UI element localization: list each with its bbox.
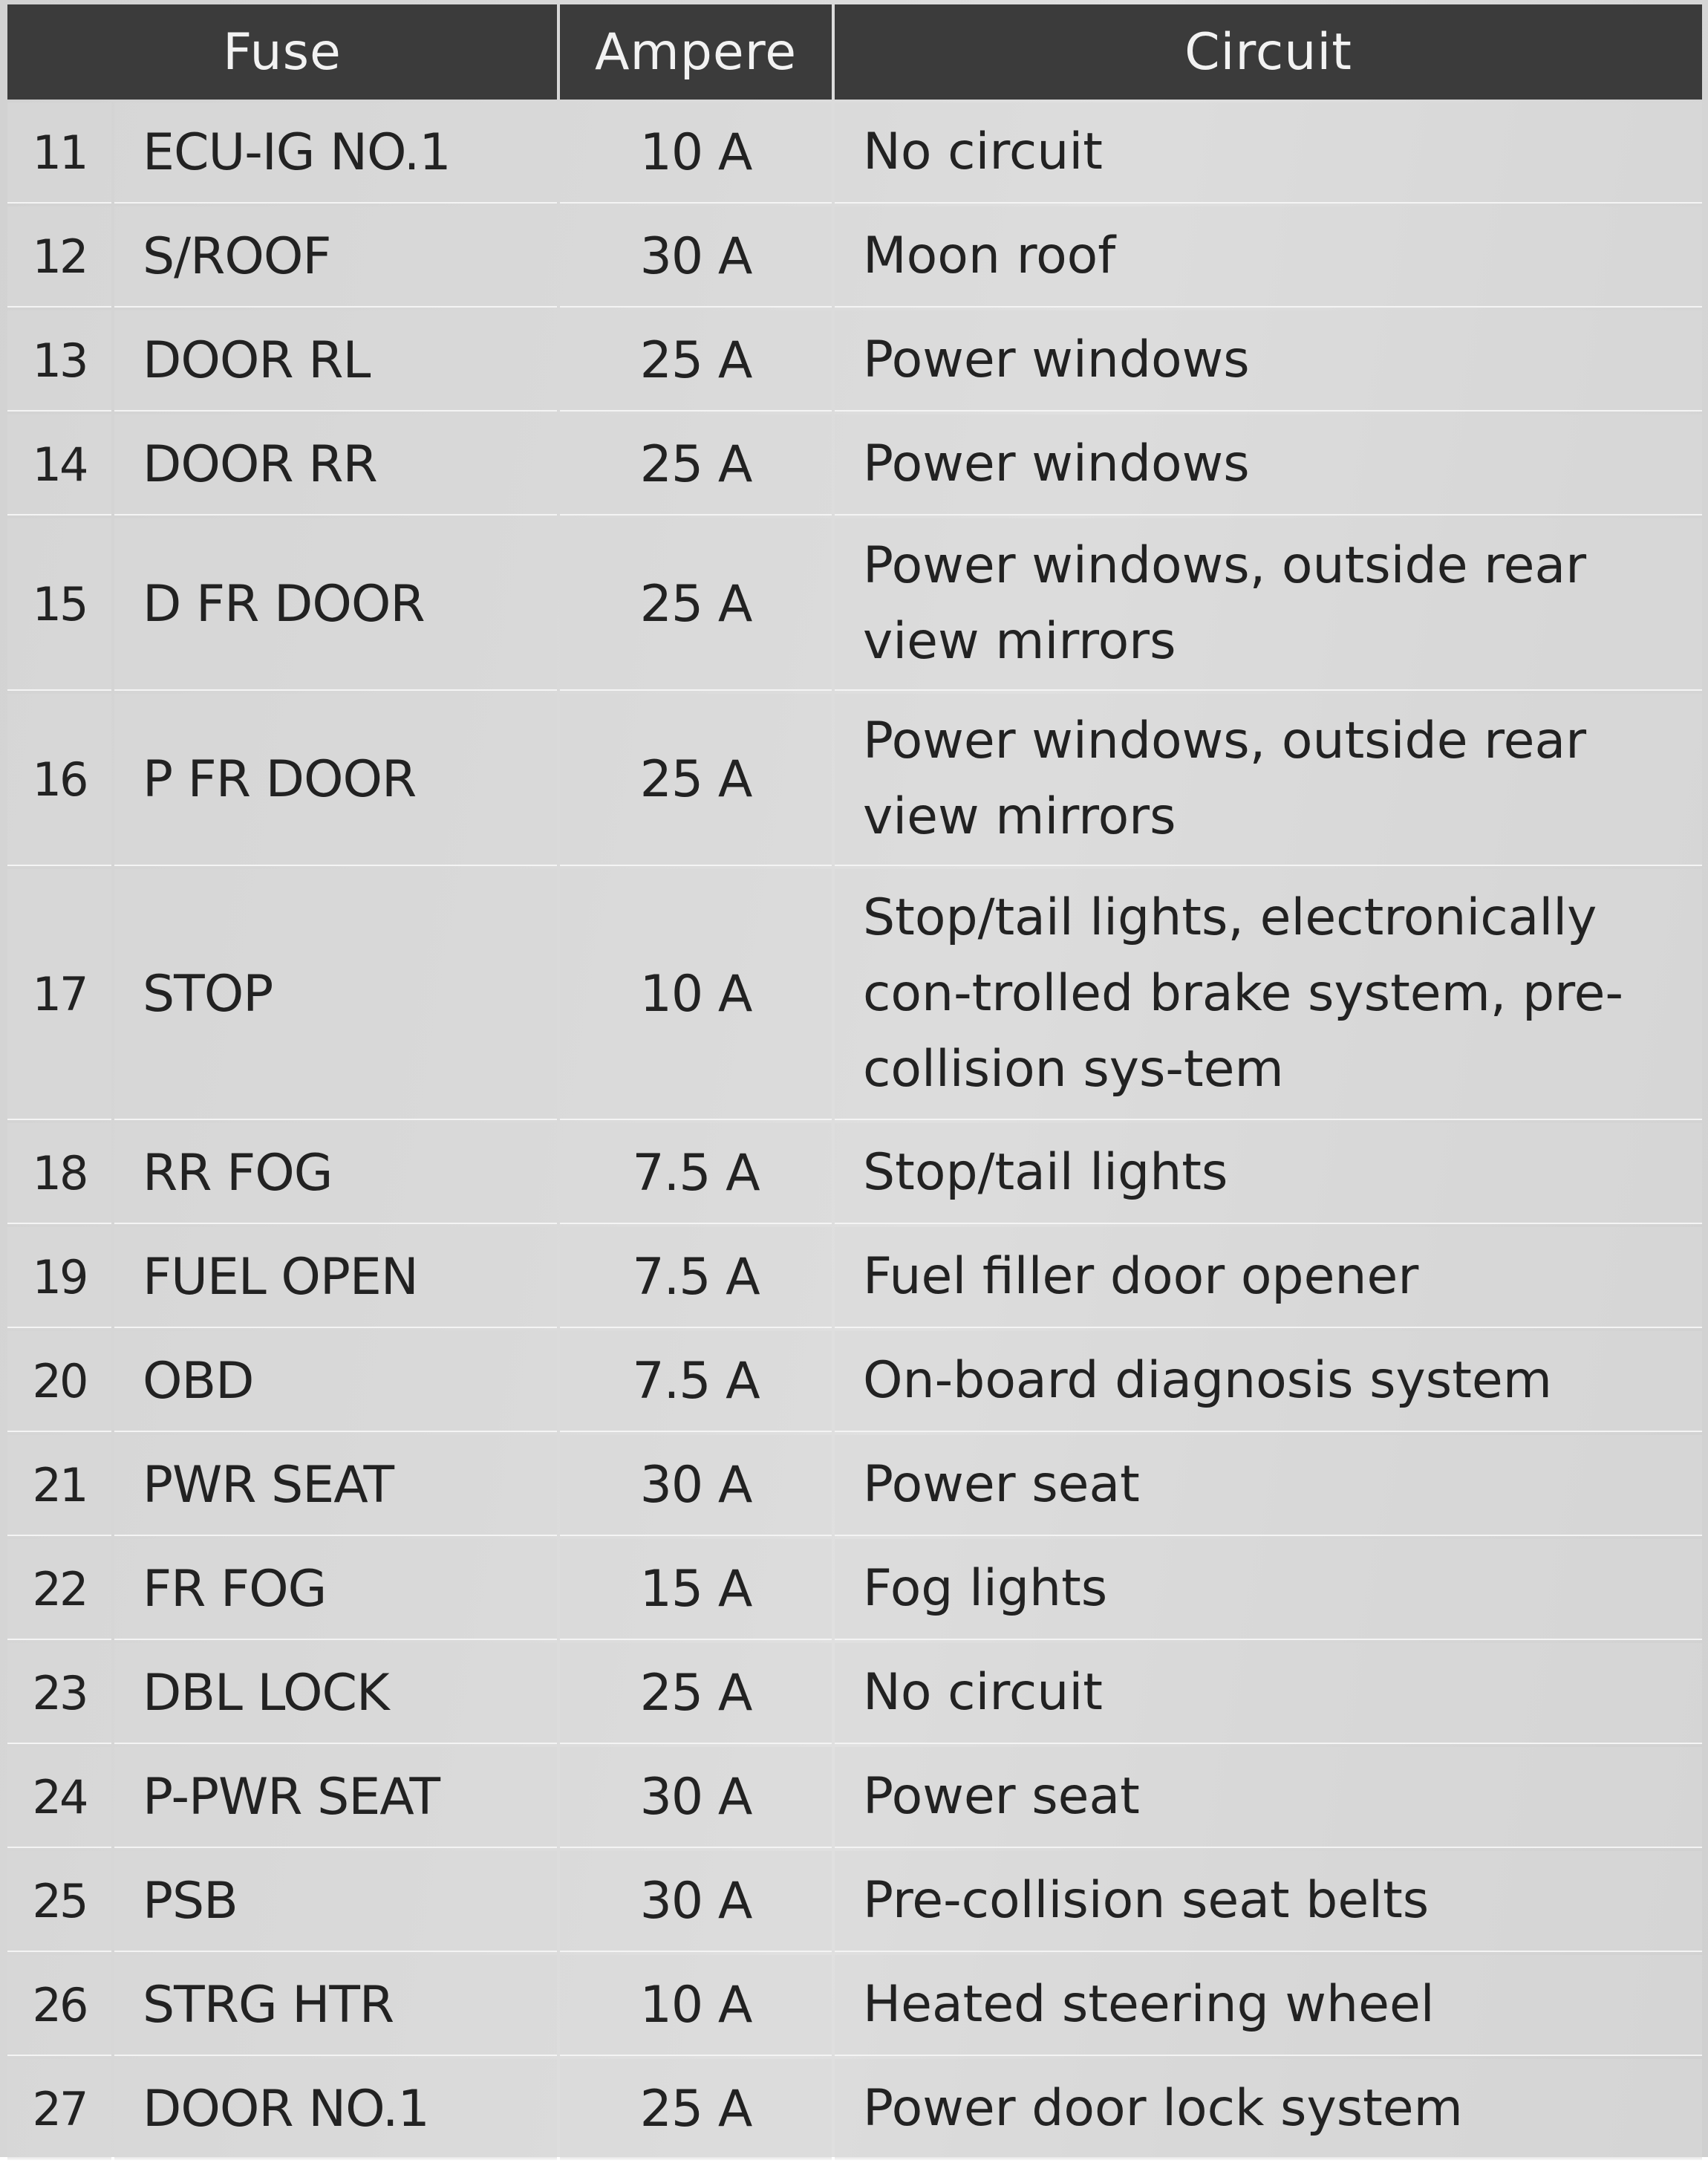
fuse-circuit: Power windows, outside rear view mirrors (835, 694, 1702, 866)
table-row (7, 2059, 1702, 2160)
fuse-ampere: 7.5 A (560, 1227, 832, 1328)
fuse-number: 26 (7, 1955, 111, 2056)
fuse-number: 24 (7, 1747, 111, 1848)
fuse-circuit: Fuel filler door opener (835, 1227, 1702, 1328)
fuse-circuit: Power seat (835, 1435, 1702, 1536)
fuse-ampere: 30 A (560, 1851, 832, 1952)
fuse-ampere: 25 A (560, 1643, 832, 1744)
fuse-table (4, 1, 1705, 2163)
fuse-ampere: 30 A (560, 206, 832, 308)
fuse-name: D FR DOOR (114, 518, 557, 691)
fuse-name: RR FOG (114, 1123, 557, 1224)
fuse-circuit: Stop/tail lights (835, 1123, 1702, 1224)
fuse-name: PWR SEAT (114, 1435, 557, 1536)
fuse-circuit: Power windows (835, 310, 1702, 412)
table-row (7, 1851, 1702, 1952)
table-row (7, 1643, 1702, 1744)
fuse-number: 25 (7, 1851, 111, 1952)
fuse-number: 14 (7, 414, 111, 515)
table-row (7, 1331, 1702, 1432)
fuse-name: DOOR RR (114, 414, 557, 515)
table-row (7, 694, 1702, 866)
header-ampere: Ampere (560, 4, 832, 100)
fuse-ampere: 10 A (560, 869, 832, 1120)
fuse-circuit: No circuit (835, 103, 1702, 204)
table-row (7, 869, 1702, 1120)
table-row (7, 414, 1702, 515)
fuse-number: 17 (7, 869, 111, 1120)
table-row (7, 1227, 1702, 1328)
fuse-circuit: Pre-collision seat belts (835, 1851, 1702, 1952)
fuse-circuit: Fog lights (835, 1539, 1702, 1640)
fuse-ampere: 10 A (560, 103, 832, 204)
fuse-circuit: Heated steering wheel (835, 1955, 1702, 2056)
fuse-name: STOP (114, 869, 557, 1120)
fuse-circuit: Stop/tail lights, electronically con-trolled brake system, pre-collision sys-tem (835, 869, 1702, 1120)
fuse-name: FR FOG (114, 1539, 557, 1640)
table-row (7, 518, 1702, 691)
fuse-name: OBD (114, 1331, 557, 1432)
table-row (7, 206, 1702, 308)
table-row (7, 1747, 1702, 1848)
header-circuit: Circuit (835, 4, 1702, 100)
fuse-name: PSB (114, 1851, 557, 1952)
fuse-ampere: 15 A (560, 1539, 832, 1640)
fuse-ampere: 25 A (560, 694, 832, 866)
fuse-number: 11 (7, 103, 111, 204)
table-row (7, 1955, 1702, 2056)
fuse-name: P-PWR SEAT (114, 1747, 557, 1848)
fuse-number: 21 (7, 1435, 111, 1536)
fuse-number: 19 (7, 1227, 111, 1328)
table-row (7, 1123, 1702, 1224)
fuse-number: 20 (7, 1331, 111, 1432)
table-row (7, 1435, 1702, 1536)
fuse-circuit: On-board diagnosis system (835, 1331, 1702, 1432)
fuse-name: DOOR NO.1 (114, 2059, 557, 2160)
header-row (7, 4, 1702, 100)
fuse-number: 15 (7, 518, 111, 691)
fuse-number: 22 (7, 1539, 111, 1640)
fuse-ampere: 7.5 A (560, 1331, 832, 1432)
fuse-name: P FR DOOR (114, 694, 557, 866)
fuse-ampere: 10 A (560, 1955, 832, 2056)
fuse-number: 12 (7, 206, 111, 308)
fuse-ampere: 30 A (560, 1747, 832, 1848)
table-row (7, 310, 1702, 412)
table-row (7, 103, 1702, 204)
fuse-name: DOOR RL (114, 310, 557, 412)
fuse-ampere: 25 A (560, 518, 832, 691)
fuse-circuit: Moon roof (835, 206, 1702, 308)
fuse-circuit: Power door lock system (835, 2059, 1702, 2160)
fuse-number: 27 (7, 2059, 111, 2160)
fuse-ampere: 30 A (560, 1435, 832, 1536)
fuse-number: 18 (7, 1123, 111, 1224)
header-fuse: Fuse (7, 4, 557, 100)
fuse-number: 16 (7, 694, 111, 866)
table-row (7, 1539, 1702, 1640)
fuse-name: S/ROOF (114, 206, 557, 308)
fuse-circuit: Power seat (835, 1747, 1702, 1848)
fuse-ampere: 25 A (560, 2059, 832, 2160)
fuse-ampere: 7.5 A (560, 1123, 832, 1224)
fuse-number: 13 (7, 310, 111, 412)
fuse-name: FUEL OPEN (114, 1227, 557, 1328)
fuse-number: 23 (7, 1643, 111, 1744)
fuse-circuit: No circuit (835, 1643, 1702, 1744)
fuse-name: DBL LOCK (114, 1643, 557, 1744)
fuse-ampere: 25 A (560, 414, 832, 515)
fuse-name: STRG HTR (114, 1955, 557, 2056)
fuse-ampere: 25 A (560, 310, 832, 412)
fuse-circuit: Power windows (835, 414, 1702, 515)
fuse-circuit: Power windows, outside rear view mirrors (835, 518, 1702, 691)
fuse-name: ECU-IG NO.1 (114, 103, 557, 204)
